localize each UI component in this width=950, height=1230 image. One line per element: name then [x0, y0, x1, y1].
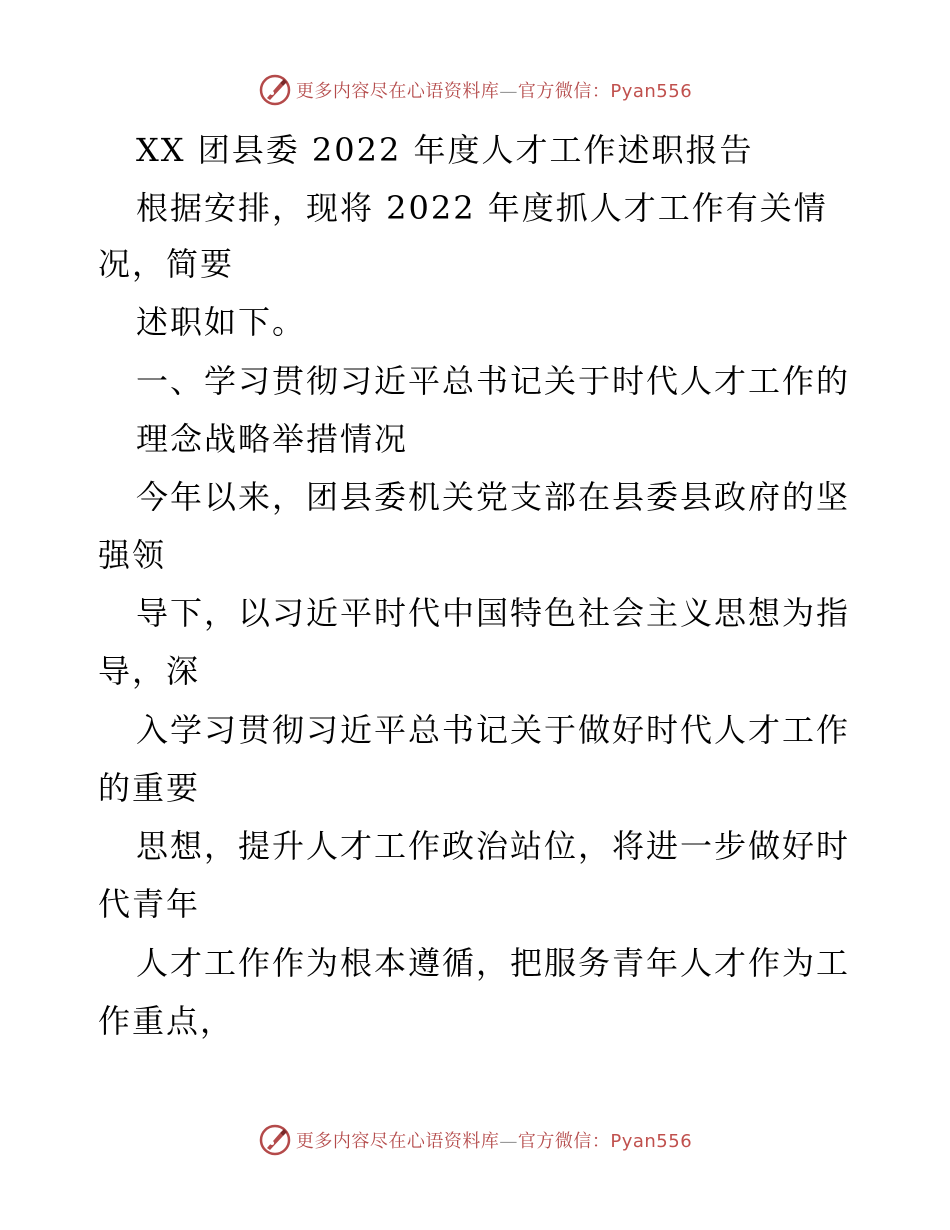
paragraph-line: 思想，提升人才工作政治站位，将进一步做好时: [136, 827, 851, 865]
section-heading: 一、学习贯彻习近平总书记关于时代人才工作的: [136, 362, 851, 400]
paragraph-line: 代青年: [98, 885, 201, 923]
paragraph-line: 入学习贯彻习近平总书记关于做好时代人才工作: [136, 711, 851, 749]
paragraph-line: 的重要: [98, 769, 201, 807]
paragraph-line: 导下，以习近平时代中国特色社会主义思想为指: [136, 594, 851, 632]
paragraph-line: 作重点，: [98, 1002, 235, 1040]
document-title: XX 团县委 2022 年度人才工作述职报告: [136, 131, 754, 169]
pen-logo-icon: [258, 1123, 292, 1157]
paragraph-line: 强领: [98, 536, 167, 574]
paragraph-line: 根据安排，现将 2022 年度抓人才工作有关情: [136, 189, 828, 227]
paragraph-line: 今年以来，团县委机关党支部在县委县政府的坚: [136, 478, 851, 516]
pen-logo-icon: [258, 73, 292, 107]
paragraph-line: 导，深: [98, 652, 201, 690]
paragraph-line: 况，简要: [98, 245, 235, 283]
section-heading: 理念战略举措情况: [136, 420, 409, 458]
watermark-text: 更多内容尽在心语资料库—官方微信：Pyan556: [295, 1131, 693, 1152]
footer-watermark: [0, 1118, 950, 1162]
watermark-text: 更多内容尽在心语资料库—官方微信：Pyan556: [295, 81, 693, 102]
paragraph-line: 人才工作作为根本遵循，把服务青年人才作为工: [136, 944, 851, 982]
header-watermark: [0, 68, 950, 112]
paragraph-line: 述职如下。: [136, 303, 307, 341]
